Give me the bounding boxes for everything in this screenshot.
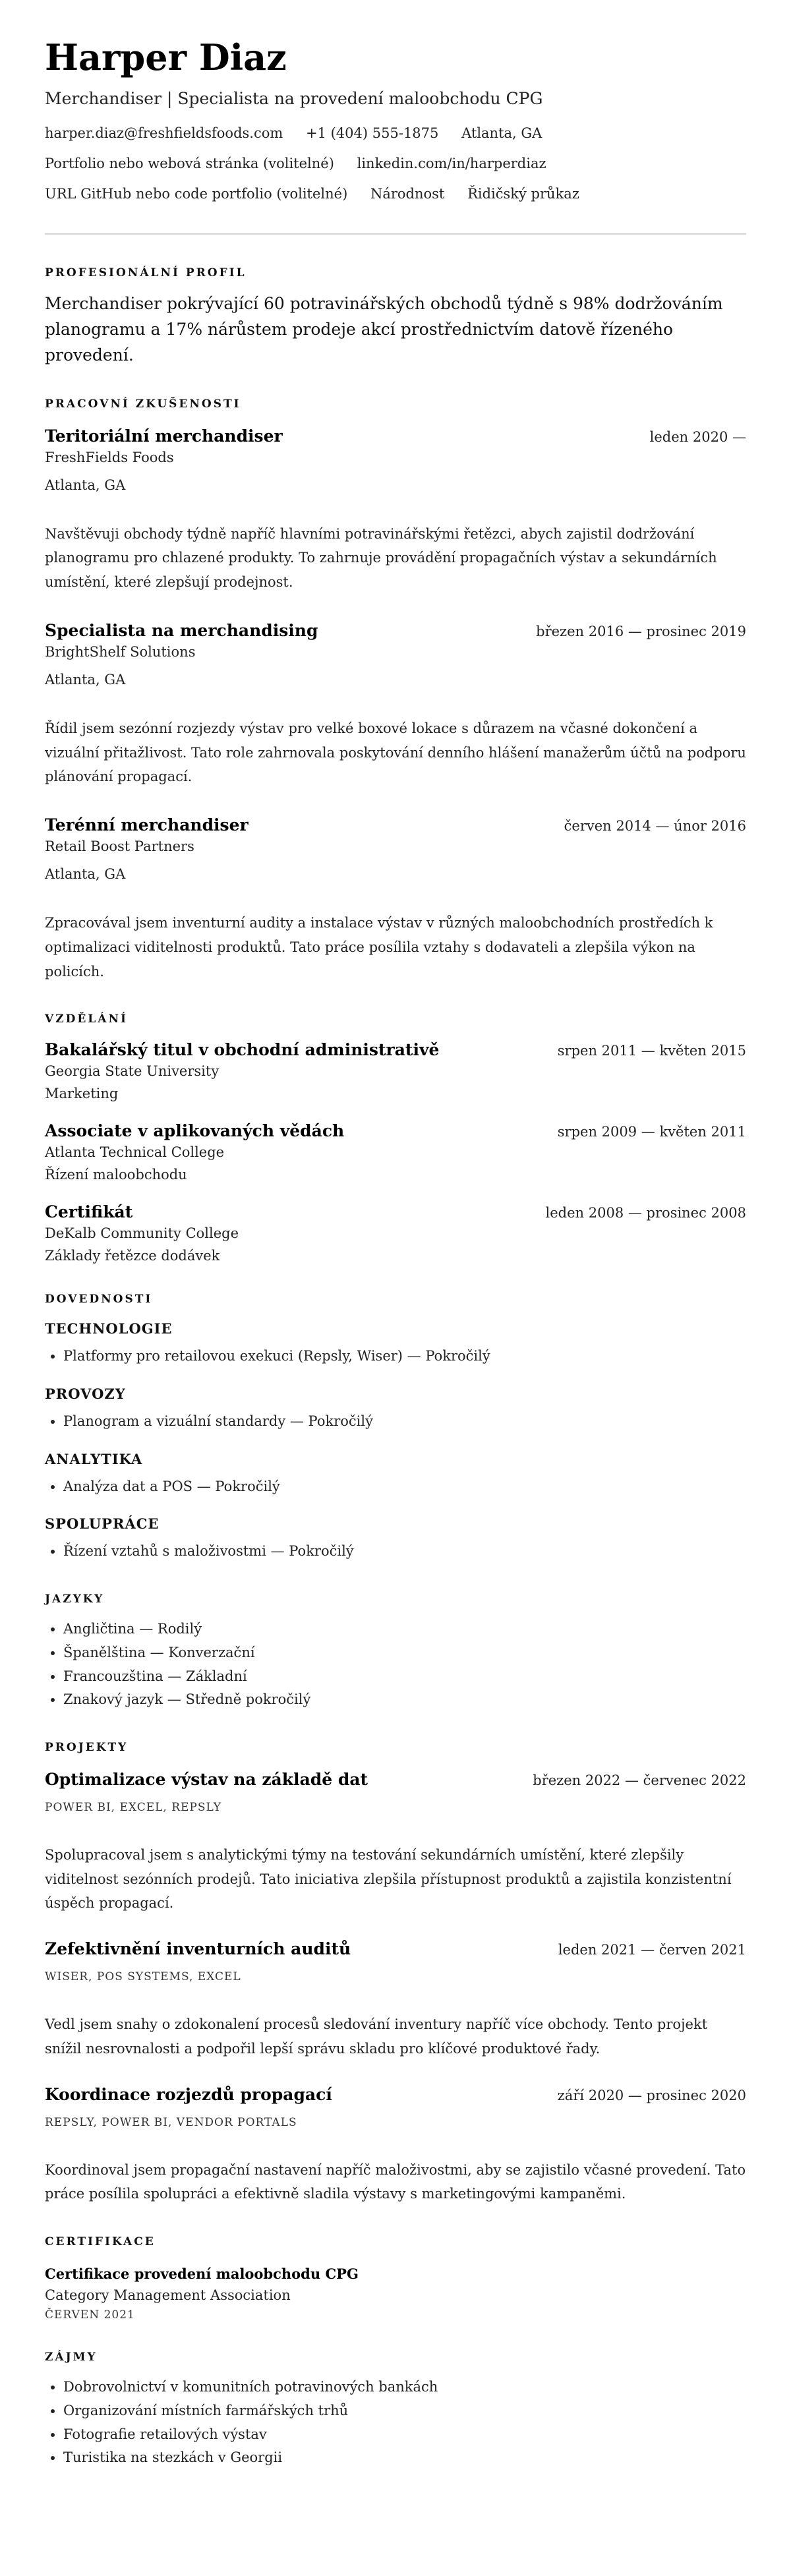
language-item: • Znakový jazyk — Středně pokročilý [63, 1688, 746, 1712]
education-entry [45, 1202, 746, 1264]
certifications-section [45, 2235, 746, 2322]
study-field: Marketing [45, 1086, 119, 1102]
job-company: Retail Boost Partners [45, 838, 194, 855]
project-header [45, 1939, 746, 1958]
education-section [45, 1012, 746, 1264]
skill-group-title: SPOLUPRÁCE [45, 1515, 160, 1533]
interest-item: • Dobrovolnictví v komunitních potravinových bankách [63, 2376, 746, 2399]
education-entry [45, 1040, 746, 1101]
skill-list [45, 1475, 746, 1499]
projects-section-title: PROJEKTY [45, 1740, 129, 1754]
project-title: Zefektivnění inventurních auditů [45, 1939, 351, 1959]
interests-section [45, 2351, 746, 2470]
school-name: Atlanta Technical College [45, 1144, 225, 1161]
project-dates: leden 2021 — červen 2021 [558, 1942, 746, 1958]
job-company: BrightShelf Solutions [45, 643, 196, 660]
project-title: Optimalizace výstav na základě dat [45, 1769, 368, 1789]
languages-section [45, 1593, 746, 1712]
language-item: • Angličtina — Rodilý [63, 1618, 746, 1641]
degree-title: Certifikát [45, 1202, 133, 1222]
job-description: Zpracovával jsem inventurní audity a instalace výstav v různých maloobchodních prostředích k optimalizaci viditelnosti produktů. Tato práce posílila vztahy s dodavateli a zlepšila výkon na policích. [45, 915, 713, 980]
education-header [45, 1121, 746, 1140]
job-location: Atlanta, GA [45, 671, 126, 688]
language-item: • Francouzština — Základní [63, 1665, 746, 1689]
project-entry [45, 1939, 746, 2061]
contact-row-links [45, 156, 746, 171]
skill-item: • Platformy pro retailovou exekuci (Repsly, Wiser) — Pokročilý [63, 1345, 746, 1368]
job-entry [45, 621, 746, 789]
job-dates: červen 2014 — únor 2016 [564, 818, 746, 834]
education-dates: srpen 2011 — květen 2015 [557, 1043, 746, 1059]
skill-item: • Planogram a vizuální standardy — Pokročilý [63, 1410, 746, 1434]
study-field: Základy řetězce dodávek [45, 1248, 220, 1264]
project-tech: WISER, POS SYSTEMS, EXCEL [45, 1970, 241, 1984]
project-description: Koordinoval jsem propagační nastavení napříč maloživostmi, aby se zajistilo včasné provedení. Tato práce posílila spolupráci a efektivně sladila výstavy s marketingovými kampaněmi. [45, 2161, 746, 2202]
skill-item: • Analýza dat a POS — Pokročilý [63, 1475, 746, 1499]
contact-license: Řidičský průkaz [467, 186, 579, 202]
certification-name: Certifikace provedení maloobchodu CPG [45, 2266, 359, 2283]
job-description: Navštěvuji obchody týdně napříč hlavními potravinářskými řetězci, abych zajistil dodržování planogramu pro chlazené produkty. To zahrnuje provádění propagačních výstav a sekundárních umístění, které zlepšují prodejnost. [45, 525, 717, 591]
job-description: Řídil jsem sezónní rozjezdy výstav pro velké boxové lokace s důrazem na včasné dokončení a vizuální přitažlivost. Tato role zahrnovala poskytování denního hlášení manažerům účtů na podporu plánování propagací. [45, 720, 746, 785]
degree-title: Bakalářský titul v obchodní administrativě [45, 1040, 440, 1060]
degree-title: Associate v aplikovaných vědách [45, 1121, 345, 1141]
job-title: Teritoriální merchandiser [45, 426, 283, 446]
certification-org: Category Management Association [45, 2287, 291, 2304]
interest-item: • Turistika na stezkách v Georgii [63, 2446, 746, 2470]
project-tech: REPSLY, POWER BI, VENDOR PORTALS [45, 2115, 297, 2129]
languages-section-title: JAZYKY [45, 1593, 105, 1606]
education-header [45, 1040, 746, 1059]
candidate-subtitle: Merchandiser | Specialista na provedení maloobchodu CPG [45, 89, 543, 109]
skill-item: • Řízení vztahů s maloživostmi — Pokročilý [63, 1540, 746, 1564]
skills-section [45, 1293, 746, 1564]
job-location: Atlanta, GA [45, 477, 126, 493]
profile-section [45, 266, 746, 368]
project-description: Vedl jsem snahy o zdokonalení procesů sledování inventury napříč více obchody. Tento projekt snížil nesrovnalosti a podpořil lepší správu skladu pro klíčové produktové řady. [45, 2016, 708, 2057]
job-title: Terénní merchandiser [45, 815, 249, 835]
projects-section [45, 1741, 746, 2206]
job-company: FreshFields Foods [45, 449, 174, 465]
job-location: Atlanta, GA [45, 866, 126, 883]
school-name: Georgia State University [45, 1063, 220, 1080]
contact-location: Atlanta, GA [461, 125, 542, 142]
job-header [45, 426, 746, 446]
language-list [45, 1618, 746, 1712]
skill-group-title: PROVOZY [45, 1386, 126, 1403]
job-entry [45, 815, 746, 983]
education-section-title: VZDĚLÁNÍ [45, 1012, 128, 1026]
project-entry [45, 1770, 746, 1916]
profile-section-title: PROFESIONÁLNÍ PROFIL [45, 266, 247, 280]
project-tech: POWER BI, EXCEL, REPSLY [45, 1800, 221, 1814]
job-dates: březen 2016 — prosinec 2019 [536, 623, 746, 639]
education-dates: leden 2008 — prosinec 2008 [545, 1205, 746, 1221]
skill-list [45, 1345, 746, 1368]
interest-item: • Organizování místních farmářských trhů [63, 2399, 746, 2423]
certification-date: ČERVEN 2021 [45, 2308, 135, 2322]
contact-email[interactable]: harper.diaz@freshfieldsfoods.com [45, 125, 283, 142]
project-header [45, 2085, 746, 2104]
job-entry [45, 426, 746, 595]
interests-section-title: ZÁJMY [45, 2351, 98, 2364]
contact-row-extra [45, 186, 746, 202]
candidate-name: Harper Diaz [45, 36, 287, 78]
education-entry [45, 1121, 746, 1183]
project-entry [45, 2085, 746, 2207]
certifications-section-title: CERTIFIKACE [45, 2235, 156, 2249]
contact-linkedin[interactable]: linkedin.com/in/harperdiaz [357, 156, 546, 172]
project-header [45, 1770, 746, 1789]
skill-list [45, 1540, 746, 1564]
interest-item: • Fotografie retailových výstav [63, 2423, 746, 2447]
job-header [45, 621, 746, 640]
education-dates: srpen 2009 — květen 2011 [557, 1124, 746, 1140]
language-item: • Španělština — Konverzační [63, 1641, 746, 1665]
job-title: Specialista na merchandising [45, 620, 318, 640]
contact-portfolio[interactable]: Portfolio nebo webová stránka (volitelné) [45, 156, 334, 172]
contact-row-primary [45, 125, 746, 141]
education-header [45, 1202, 746, 1221]
experience-section-title: PRACOVNÍ ZKUŠENOSTI [45, 397, 241, 411]
skill-list [45, 1410, 746, 1434]
project-title: Koordinace rozjezdů propagací [45, 2084, 332, 2104]
school-name: DeKalb Community College [45, 1225, 239, 1242]
resume-header [45, 38, 746, 202]
skill-group-title: ANALYTIKA [45, 1450, 143, 1467]
header-divider [45, 233, 746, 235]
contact-nationality: Národnost [370, 186, 445, 202]
skill-group-title: TECHNOLOGIE [45, 1320, 173, 1337]
contact-phone[interactable]: +1 (404) 555-1875 [305, 125, 439, 142]
project-dates: březen 2022 — červenec 2022 [533, 1772, 746, 1788]
job-dates: leden 2020 — [649, 428, 746, 445]
profile-summary: Merchandiser pokrývající 60 potravinářských obchodů týdně s 98% dodržováním planogramu a 17% nárůstem prodeje akcí prostřednictvím datově řízeného provedení. [45, 294, 723, 365]
experience-section [45, 397, 746, 984]
project-dates: září 2020 — prosinec 2020 [557, 2087, 746, 2103]
contact-github[interactable]: URL GitHub nebo code portfolio (volitelné) [45, 186, 348, 202]
skills-section-title: DOVEDNOSTI [45, 1293, 153, 1306]
project-description: Spolupracoval jsem s analytickými týmy na testování sekundárních umístění, které zlepšily viditelnost sezónních prodejů. Tato iniciativa zlepšila přístupnost produktů a zajistila konzistentní úspěch propagací. [45, 1846, 732, 1912]
interest-list [45, 2376, 746, 2470]
job-header [45, 815, 746, 834]
study-field: Řízení maloobchodu [45, 1167, 187, 1183]
